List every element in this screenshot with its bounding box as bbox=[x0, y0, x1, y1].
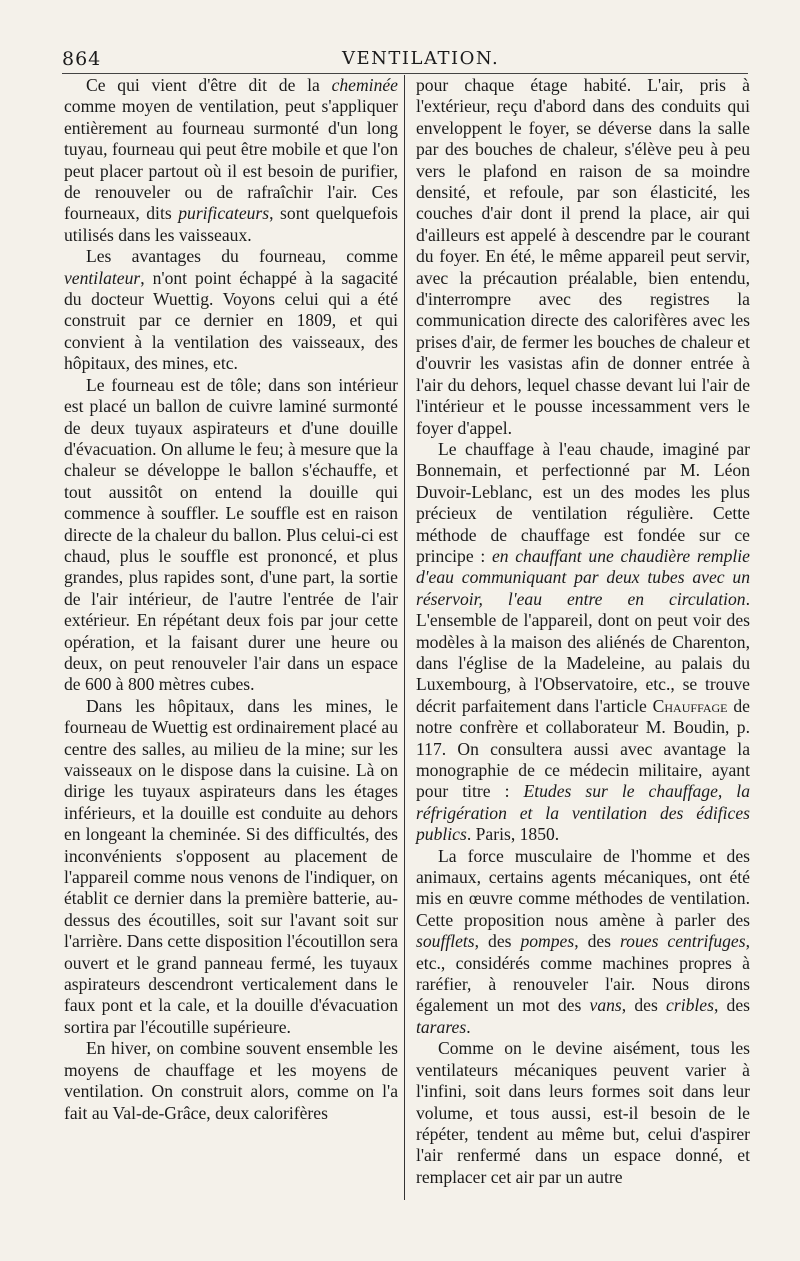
text-run: Ce qui vient d'être dit de la bbox=[86, 75, 332, 95]
paragraph bbox=[64, 246, 398, 374]
column-divider bbox=[404, 75, 405, 1200]
text-run: . L'ensemble de l'appareil, dont on peut voir des modèles à la maison des aliénés de Charenton, dans l'église de la Madeleine, au palais du Luxembourg, à l'Observatoire, etc., se trouve décrit parfaitement dans l'article bbox=[416, 588, 750, 716]
text-run: , n'ont point échappé à la sagacité du docteur Wuettig. Voyons celui qui a été construit par ce dernier en 1809, et qui convient à la ventilation des vaisseaux, des hôpitaux, des mines, etc. bbox=[64, 267, 398, 374]
paragraph bbox=[416, 846, 750, 1039]
paragraph bbox=[416, 75, 750, 439]
paragraph bbox=[64, 696, 398, 1039]
paragraph bbox=[64, 75, 398, 246]
page-header bbox=[62, 48, 748, 72]
text-run: , etc., considérés comme machines propres à raréfier, à renouveler l'air. Nous dirons également un mot des bbox=[416, 931, 750, 1016]
paragraph bbox=[64, 375, 398, 696]
text-run: pour chaque étage habité. L'air, pris à l'extérieur, reçu d'abord dans des conduits qui enveloppent le foyer, se déverse dans la salle par des bouches de chaleur, s'élève peu à peu vers le plafond en raison de sa moindre densité, et refoule, par son élasticité, les couches d'air dont il prend la place, air qui d'ailleurs est appelé à descendre par le courant du foyer. En été, le même appareil peut servir, avec la précaution préalable, bien entendu, d'interrompre avec des registres la communication directe des calorifères avec les prises d'air, de fermer les bouches de chaleur et d'ouvrir les vasistas afin de donner entrée à l'air du dehors, lequel chasse devant lui l'air de l'intérieur et le pousse incessamment vers le foyer d'appel. bbox=[416, 75, 750, 438]
paragraph bbox=[64, 1038, 398, 1124]
italic-text: cribles bbox=[666, 995, 714, 1016]
page-number: 864 bbox=[62, 48, 102, 70]
text-run: La force musculaire de l'homme et des animaux, certains agents mécaniques, ont été mis en œuvre comme méthodes de ventilation. Cette proposition nous amène à parler des bbox=[416, 845, 750, 930]
italic-text: purificateurs bbox=[178, 203, 270, 224]
text-run: En hiver, on combine souvent ensemble les moyens de chauffage et les moyens de ventilation. On construit alors, comme on l'a fait au Val-de-Grâce, deux calorifères bbox=[64, 1038, 398, 1123]
text-run: Les avantages du fourneau, comme bbox=[86, 246, 398, 267]
italic-text: roues centrifuges bbox=[619, 931, 746, 952]
text-run: . bbox=[466, 1016, 471, 1037]
text-run: Comme on le devine aisément, tous les ventilateurs mécaniques peuvent varier à l'infini, soit dans leurs formes soit dans leur volume, et tous aussi, est-il besoin de le répéter, tendent au même but, celui d'aspirer l'air renfermé dans un espace donné, et remplacer cet air par un autre bbox=[416, 1038, 750, 1187]
text-run: , des bbox=[474, 931, 521, 952]
text-run: . Paris, 1850. bbox=[466, 824, 560, 845]
header-rule bbox=[62, 73, 748, 74]
text-run: , sont quelquefois utilisés dans les vaisseaux. bbox=[64, 203, 399, 245]
text-run: comme moyen de ventilation, peut s'appliquer entièrement au fourneau surmonté d'un long tuyau, fourneau qui peut être mobile et que l'on peut placer partout où il est besoin de purifier, de renouveler ou de rafraîchir l'air. Ces fourneaux, dits bbox=[64, 96, 398, 224]
text-run: , des bbox=[621, 995, 667, 1016]
small-caps-text: Chauffage bbox=[652, 695, 728, 716]
running-title: VENTILATION. bbox=[342, 48, 500, 69]
text-run: , des bbox=[713, 995, 750, 1016]
text-run: de notre confrère et collaborateur M. Boudin, p. 117. On consultera aussi avec avantage la monographie de ce médecin militaire, ayant pour titre : bbox=[416, 695, 750, 802]
paragraph bbox=[416, 1038, 750, 1188]
text-run: Le fourneau est de tôle; dans son intérieur est placé un ballon de cuivre laminé surmonté de deux tuyaux aspirateurs et d'une douille d'évacuation. On allume le feu; à mesure que la chaleur se développe le ballon s'échauffe, et tout aussitôt on entend la douille qui commence à souffler. Le souffle est en raison directe de la chaleur du ballon. Plus celui-ci est chaud, plus le souffle est prononcé, et plus grandes, plus rapides sont, d'une part, la sortie de l'air intérieur, de l'autre l'entrée de l'air extérieur. En répétant deux fois par jour cette opération, et la faisant durer une heure ou deux, on peut renouveler l'air dans un espace de 600 à 800 mètres cubes. bbox=[64, 374, 398, 695]
italic-text: pompes bbox=[520, 931, 575, 952]
text-run: Le chauffage à l'eau chaude, imaginé par Bonnemain, et perfectionné par M. Léon Duvoir-Leblanc, est un des modes les plus précieux de ventilation régulière. Cette méthode de chauffage est fondée sur ce principe : bbox=[416, 438, 750, 566]
italic-text: en chauffant une chaudière remplie d'eau communiquant par deux tubes avec un réservoir, l'eau entre en circulation bbox=[416, 545, 750, 609]
left-column bbox=[64, 75, 398, 1124]
right-column bbox=[416, 75, 750, 1188]
text-run: Dans les hôpitaux, dans les mines, le fourneau de Wuettig est ordinairement placé au centre des salles, au milieu de la mine; sur les vaisseaux on le dispose dans la cuisine. Là on dirige les tuyaux aspirateurs dans les étages inférieurs, et la douille est conduite au dehors en longeant la cheminée. Si des difficultés, des inconvénients s'opposent au placement de l'appareil comme nous venons de l'indiquer, on établit ce dernier dans la première batterie, au-dessus des écoutilles, soit sur l'avant soit sur l'arrière. Dans cette disposition l'écoutillon sera ouvert et le grand panneau fermé, les tuyaux aspirateurs descendront verticalement dans le faux pont et la cale, et la douille d'évacuation sortira par l'écoutille supérieure. bbox=[64, 695, 398, 1037]
italic-text: cheminée bbox=[331, 75, 398, 95]
italic-text: vans bbox=[589, 995, 622, 1016]
italic-text: Etudes sur le chauffage, la réfrigération et la ventilation des édifices publics bbox=[416, 781, 750, 845]
paragraph bbox=[416, 439, 750, 846]
italic-text: soufflets bbox=[416, 931, 475, 952]
italic-text: tarares bbox=[416, 1016, 467, 1037]
italic-text: ventilateur bbox=[64, 267, 141, 288]
text-run: , des bbox=[574, 931, 620, 952]
